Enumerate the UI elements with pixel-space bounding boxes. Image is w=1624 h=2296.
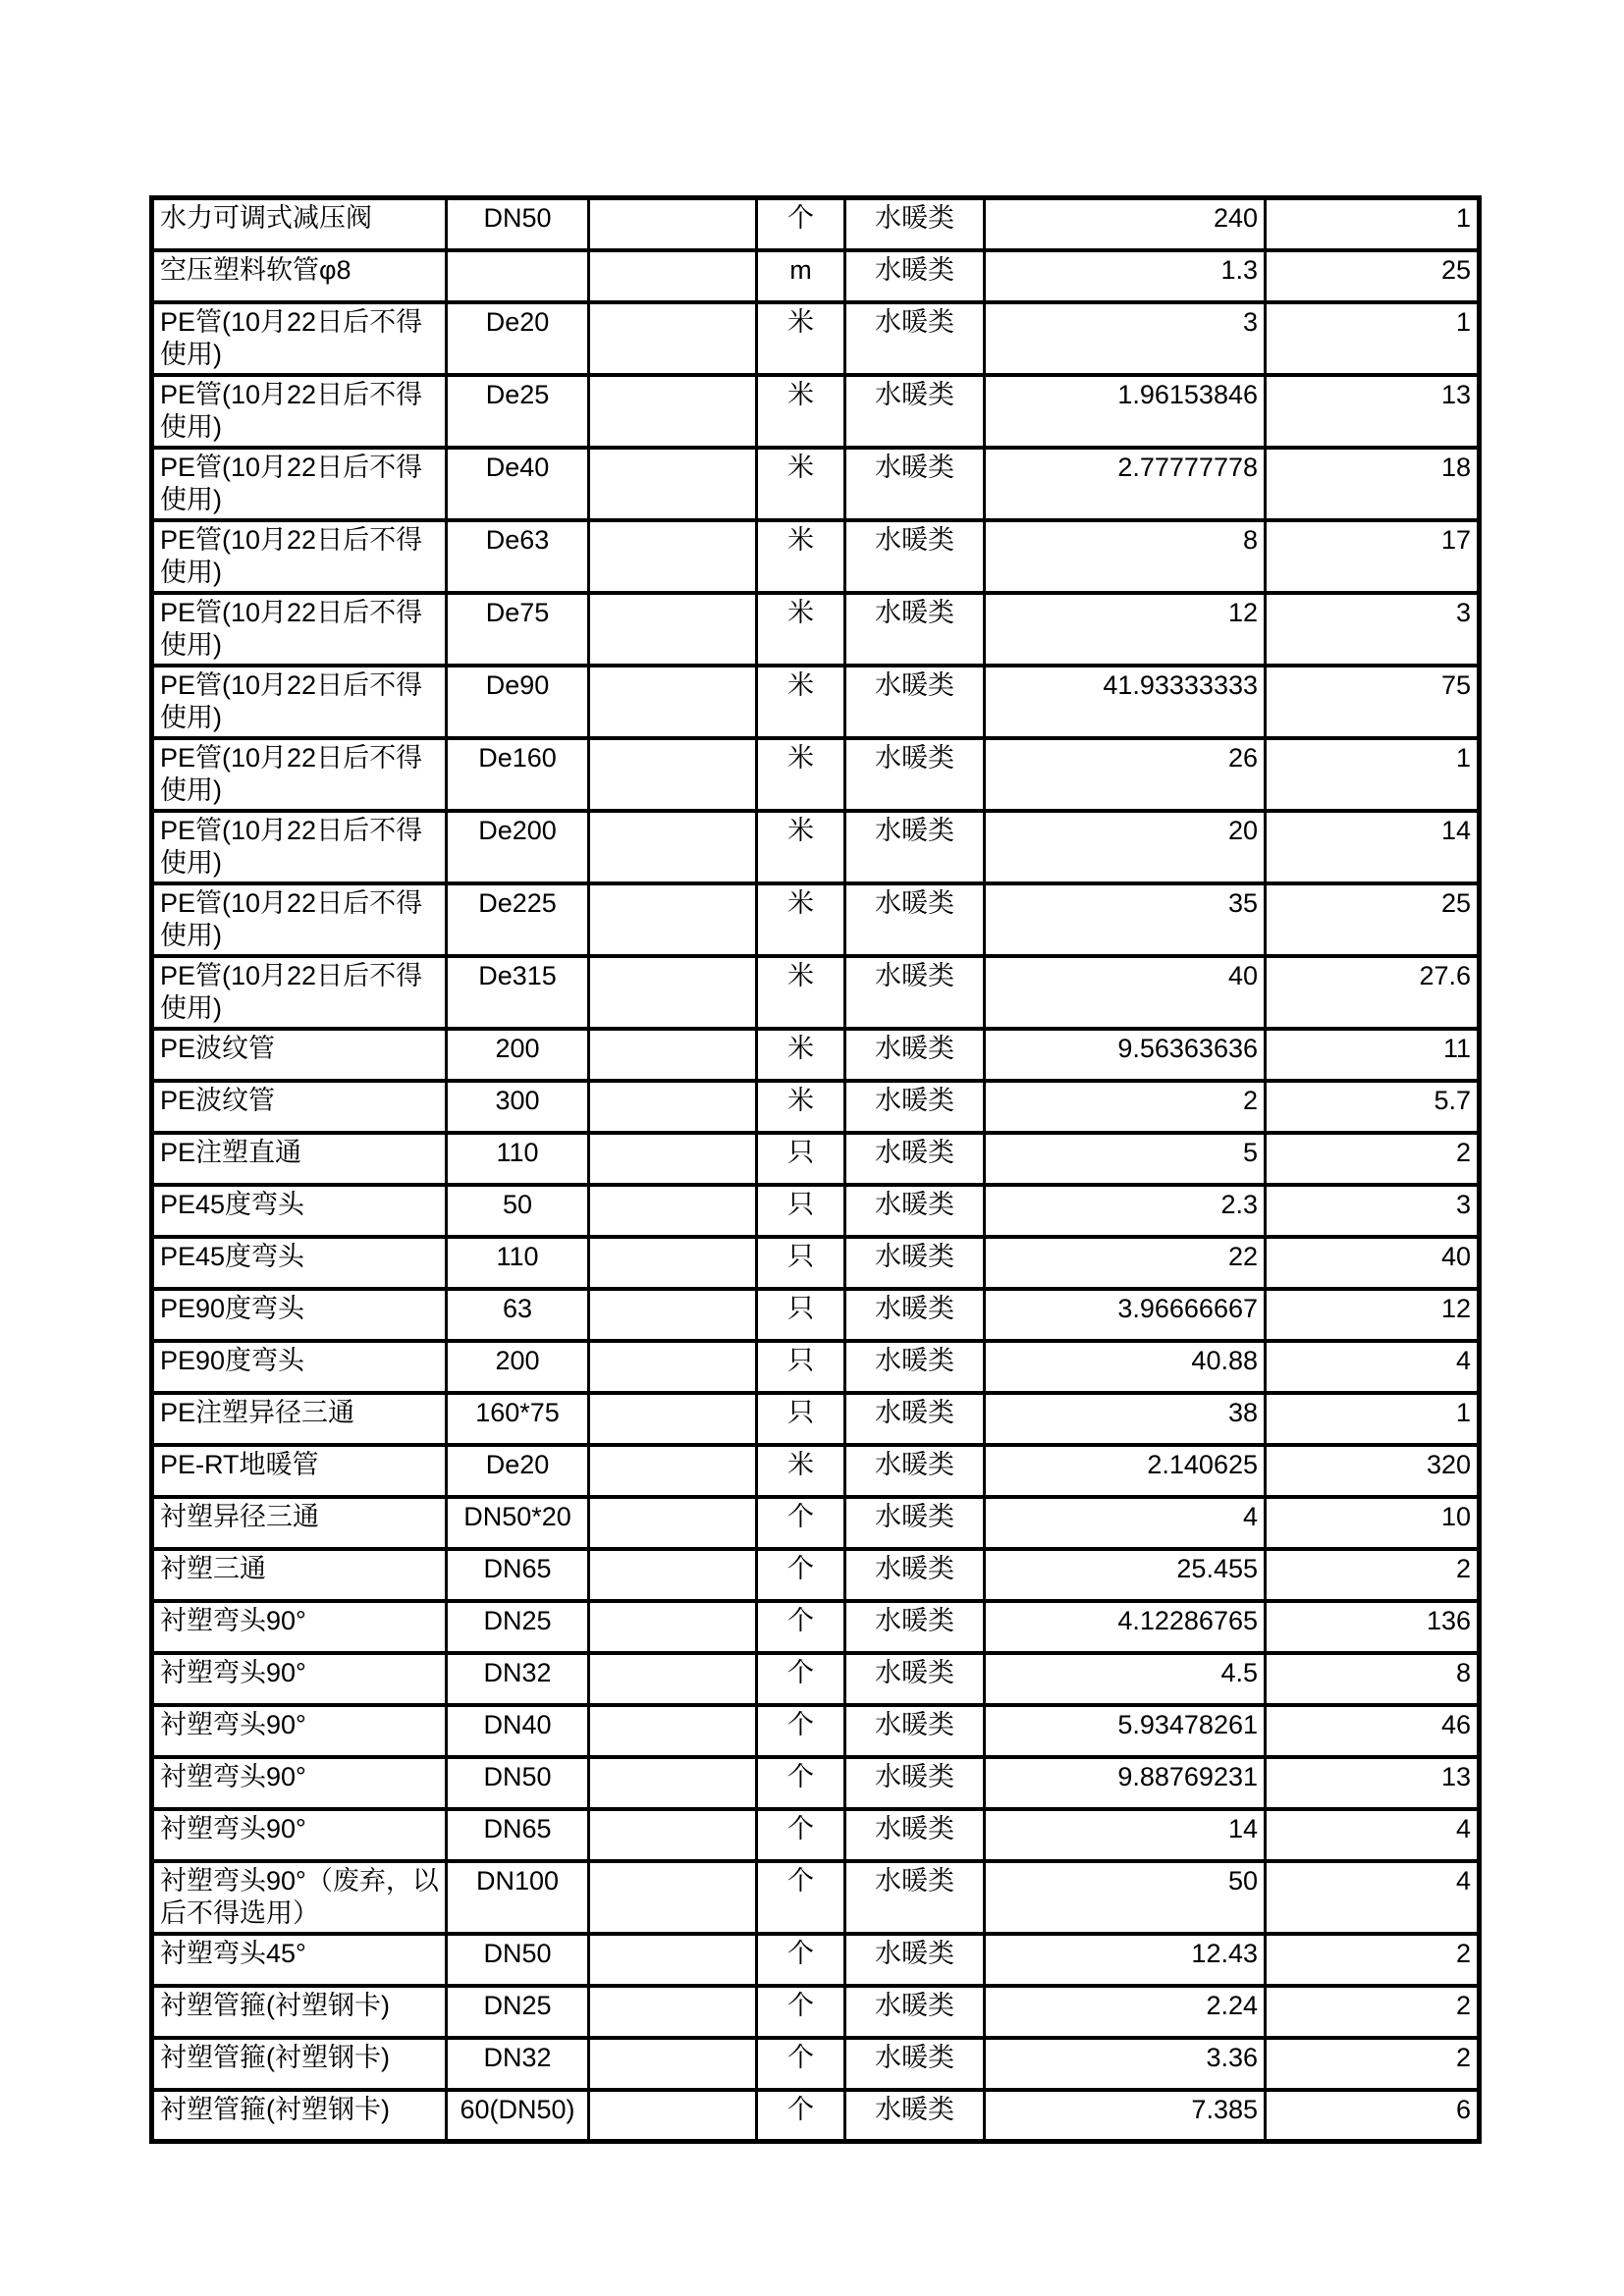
cell-blank: [589, 1081, 757, 1133]
cell-blank: [589, 1653, 757, 1705]
cell-unit-price: 5: [985, 1133, 1266, 1185]
cell-quantity: 5.7: [1266, 1081, 1480, 1133]
cell-category: 水暖类: [845, 1809, 985, 1861]
cell-spec: [447, 250, 589, 302]
cell-spec: DN32: [447, 2038, 589, 2090]
cell-unit-price: 12.43: [985, 1934, 1266, 1986]
cell-spec: De315: [447, 956, 589, 1029]
cell-quantity: 1: [1266, 1393, 1480, 1445]
cell-spec: 63: [447, 1289, 589, 1341]
table-row: [152, 1081, 1480, 1133]
cell-blank: [589, 1237, 757, 1289]
cell-unit-price: 50: [985, 1861, 1266, 1934]
cell-category: 水暖类: [845, 1445, 985, 1497]
cell-unit-price: 1.3: [985, 250, 1266, 302]
cell-unit-price: 25.455: [985, 1549, 1266, 1601]
cell-category: 水暖类: [845, 1237, 985, 1289]
cell-unit-price: 22: [985, 1237, 1266, 1289]
cell-quantity: 4: [1266, 1861, 1480, 1934]
cell-material-name: PE管(10月22日后不得使用): [152, 738, 447, 811]
cell-spec: 300: [447, 1081, 589, 1133]
cell-blank: [589, 1445, 757, 1497]
cell-unit: 米: [757, 1445, 845, 1497]
cell-unit-price: 3: [985, 302, 1266, 375]
cell-material-name: PE-RT地暖管: [152, 1445, 447, 1497]
table-row: [152, 1757, 1480, 1809]
cell-material-name: PE管(10月22日后不得使用): [152, 883, 447, 956]
cell-category: 水暖类: [845, 2090, 985, 2142]
cell-blank: [589, 250, 757, 302]
cell-spec: 50: [447, 1185, 589, 1237]
cell-category: 水暖类: [845, 593, 985, 666]
cell-blank: [589, 666, 757, 738]
cell-unit: 米: [757, 811, 845, 883]
cell-category: 水暖类: [845, 448, 985, 520]
cell-category: 水暖类: [845, 520, 985, 593]
cell-spec: DN50: [447, 198, 589, 250]
table-row: [152, 1029, 1480, 1081]
cell-quantity: 2: [1266, 1934, 1480, 1986]
cell-blank: [589, 2038, 757, 2090]
cell-category: 水暖类: [845, 811, 985, 883]
cell-unit-price: 2: [985, 1081, 1266, 1133]
cell-unit: 米: [757, 883, 845, 956]
cell-spec: DN40: [447, 1705, 589, 1757]
cell-blank: [589, 1986, 757, 2038]
cell-spec: De160: [447, 738, 589, 811]
cell-unit: 米: [757, 738, 845, 811]
cell-spec: De200: [447, 811, 589, 883]
cell-unit: 个: [757, 1934, 845, 1986]
cell-spec: DN32: [447, 1653, 589, 1705]
cell-category: 水暖类: [845, 1133, 985, 1185]
cell-quantity: 6: [1266, 2090, 1480, 2142]
cell-unit-price: 7.385: [985, 2090, 1266, 2142]
cell-unit-price: 2.140625: [985, 1445, 1266, 1497]
cell-quantity: 320: [1266, 1445, 1480, 1497]
cell-blank: [589, 1341, 757, 1393]
cell-unit-price: 9.88769231: [985, 1757, 1266, 1809]
cell-unit-price: 14: [985, 1809, 1266, 1861]
cell-unit-price: 1.96153846: [985, 375, 1266, 448]
cell-material-name: PE管(10月22日后不得使用): [152, 956, 447, 1029]
cell-unit-price: 38: [985, 1393, 1266, 1445]
cell-unit-price: 35: [985, 883, 1266, 956]
cell-unit: 米: [757, 956, 845, 1029]
cell-blank: [589, 1549, 757, 1601]
table-row: [152, 1934, 1480, 1986]
cell-unit-price: 3.96666667: [985, 1289, 1266, 1341]
cell-material-name: PE管(10月22日后不得使用): [152, 520, 447, 593]
cell-unit-price: 4.12286765: [985, 1601, 1266, 1653]
table-row: [152, 448, 1480, 520]
cell-material-name: PE45度弯头: [152, 1185, 447, 1237]
table-row: [152, 1445, 1480, 1497]
table-row: [152, 1393, 1480, 1445]
cell-category: 水暖类: [845, 1757, 985, 1809]
cell-quantity: 18: [1266, 448, 1480, 520]
cell-quantity: 1: [1266, 738, 1480, 811]
cell-quantity: 40: [1266, 1237, 1480, 1289]
cell-quantity: 75: [1266, 666, 1480, 738]
cell-unit-price: 2.3: [985, 1185, 1266, 1237]
cell-unit: 个: [757, 1705, 845, 1757]
cell-material-name: 衬塑管箍(衬塑钢卡): [152, 2038, 447, 2090]
cell-category: 水暖类: [845, 198, 985, 250]
cell-material-name: 衬塑管箍(衬塑钢卡): [152, 2090, 447, 2142]
cell-blank: [589, 2090, 757, 2142]
cell-spec: DN65: [447, 1809, 589, 1861]
cell-material-name: 水力可调式减压阀: [152, 198, 447, 250]
cell-blank: [589, 1289, 757, 1341]
cell-unit-price: 8: [985, 520, 1266, 593]
cell-spec: 110: [447, 1133, 589, 1185]
cell-quantity: 2: [1266, 1986, 1480, 2038]
cell-unit-price: 3.36: [985, 2038, 1266, 2090]
table-row: [152, 738, 1480, 811]
cell-blank: [589, 1497, 757, 1549]
table-row: [152, 1986, 1480, 2038]
table-row: [152, 1237, 1480, 1289]
cell-category: 水暖类: [845, 1393, 985, 1445]
cell-unit: 米: [757, 593, 845, 666]
cell-quantity: 12: [1266, 1289, 1480, 1341]
cell-category: 水暖类: [845, 1341, 985, 1393]
cell-unit-price: 40.88: [985, 1341, 1266, 1393]
cell-blank: [589, 1601, 757, 1653]
cell-unit: 米: [757, 1029, 845, 1081]
cell-unit: 米: [757, 666, 845, 738]
cell-quantity: 25: [1266, 250, 1480, 302]
cell-material-name: PE管(10月22日后不得使用): [152, 302, 447, 375]
cell-unit: 个: [757, 1601, 845, 1653]
cell-material-name: PE45度弯头: [152, 1237, 447, 1289]
cell-material-name: 衬塑弯头90°: [152, 1757, 447, 1809]
cell-spec: De40: [447, 448, 589, 520]
cell-quantity: 3: [1266, 593, 1480, 666]
cell-spec: De90: [447, 666, 589, 738]
cell-spec: De20: [447, 1445, 589, 1497]
cell-quantity: 17: [1266, 520, 1480, 593]
materials-table: [149, 195, 1482, 2144]
cell-unit-price: 5.93478261: [985, 1705, 1266, 1757]
cell-category: 水暖类: [845, 1185, 985, 1237]
cell-spec: DN100: [447, 1861, 589, 1934]
table-row: [152, 956, 1480, 1029]
cell-material-name: PE90度弯头: [152, 1289, 447, 1341]
cell-unit: 个: [757, 1986, 845, 2038]
cell-unit-price: 2.77777778: [985, 448, 1266, 520]
cell-spec: 60(DN50): [447, 2090, 589, 2142]
cell-material-name: PE管(10月22日后不得使用): [152, 375, 447, 448]
cell-unit: 只: [757, 1185, 845, 1237]
cell-unit-price: 20: [985, 811, 1266, 883]
cell-blank: [589, 520, 757, 593]
cell-quantity: 136: [1266, 1601, 1480, 1653]
cell-blank: [589, 883, 757, 956]
cell-quantity: 46: [1266, 1705, 1480, 1757]
cell-blank: [589, 1185, 757, 1237]
cell-material-name: 衬塑异径三通: [152, 1497, 447, 1549]
cell-category: 水暖类: [845, 1653, 985, 1705]
cell-material-name: PE注塑直通: [152, 1133, 447, 1185]
cell-quantity: 4: [1266, 1341, 1480, 1393]
cell-quantity: 2: [1266, 1133, 1480, 1185]
cell-blank: [589, 956, 757, 1029]
cell-unit-price: 12: [985, 593, 1266, 666]
cell-unit: 米: [757, 375, 845, 448]
cell-unit: 只: [757, 1237, 845, 1289]
cell-blank: [589, 1393, 757, 1445]
cell-quantity: 14: [1266, 811, 1480, 883]
cell-material-name: 衬塑管箍(衬塑钢卡): [152, 1986, 447, 2038]
cell-quantity: 2: [1266, 2038, 1480, 2090]
table-row: [152, 593, 1480, 666]
cell-category: 水暖类: [845, 956, 985, 1029]
cell-spec: DN65: [447, 1549, 589, 1601]
cell-unit: 个: [757, 1653, 845, 1705]
cell-spec: 200: [447, 1029, 589, 1081]
table-row: [152, 666, 1480, 738]
cell-category: 水暖类: [845, 1289, 985, 1341]
cell-blank: [589, 1029, 757, 1081]
table-row: [152, 1133, 1480, 1185]
cell-category: 水暖类: [845, 1081, 985, 1133]
cell-material-name: PE管(10月22日后不得使用): [152, 811, 447, 883]
table-row: [152, 811, 1480, 883]
table-row: [152, 1809, 1480, 1861]
table-row: [152, 1289, 1480, 1341]
cell-unit-price: 240: [985, 198, 1266, 250]
cell-blank: [589, 1705, 757, 1757]
table-row: [152, 1601, 1480, 1653]
cell-spec: DN25: [447, 1601, 589, 1653]
cell-unit-price: 40: [985, 956, 1266, 1029]
table-row: [152, 1653, 1480, 1705]
table-row: [152, 883, 1480, 956]
cell-category: 水暖类: [845, 883, 985, 956]
cell-category: 水暖类: [845, 1861, 985, 1934]
table-row: [152, 198, 1480, 250]
cell-quantity: 1: [1266, 302, 1480, 375]
cell-unit: 只: [757, 1393, 845, 1445]
cell-material-name: PE管(10月22日后不得使用): [152, 448, 447, 520]
table-row: [152, 520, 1480, 593]
cell-quantity: 13: [1266, 375, 1480, 448]
cell-category: 水暖类: [845, 375, 985, 448]
cell-category: 水暖类: [845, 1549, 985, 1601]
cell-category: 水暖类: [845, 1601, 985, 1653]
table-row: [152, 1705, 1480, 1757]
cell-category: 水暖类: [845, 302, 985, 375]
cell-blank: [589, 1861, 757, 1934]
cell-material-name: 衬塑弯头90°: [152, 1809, 447, 1861]
cell-category: 水暖类: [845, 1986, 985, 2038]
cell-unit-price: 26: [985, 738, 1266, 811]
cell-spec: De20: [447, 302, 589, 375]
cell-material-name: 衬塑弯头90°: [152, 1653, 447, 1705]
cell-quantity: 13: [1266, 1757, 1480, 1809]
cell-material-name: PE波纹管: [152, 1081, 447, 1133]
table-row: [152, 250, 1480, 302]
cell-unit: 米: [757, 448, 845, 520]
cell-material-name: 衬塑弯头90°: [152, 1601, 447, 1653]
cell-quantity: 25: [1266, 883, 1480, 956]
cell-blank: [589, 375, 757, 448]
cell-spec: De225: [447, 883, 589, 956]
cell-material-name: PE注塑异径三通: [152, 1393, 447, 1445]
cell-category: 水暖类: [845, 1934, 985, 1986]
cell-quantity: 8: [1266, 1653, 1480, 1705]
cell-category: 水暖类: [845, 738, 985, 811]
cell-unit: 个: [757, 2038, 845, 2090]
cell-unit: 个: [757, 2090, 845, 2142]
cell-unit: 米: [757, 520, 845, 593]
cell-material-name: 衬塑弯头90°: [152, 1705, 447, 1757]
cell-material-name: 衬塑弯头45°: [152, 1934, 447, 1986]
cell-blank: [589, 1133, 757, 1185]
cell-quantity: 2: [1266, 1549, 1480, 1601]
cell-blank: [589, 1934, 757, 1986]
cell-unit: 只: [757, 1341, 845, 1393]
cell-spec: DN50: [447, 1757, 589, 1809]
cell-material-name: PE管(10月22日后不得使用): [152, 593, 447, 666]
cell-unit: 个: [757, 1757, 845, 1809]
cell-spec: 160*75: [447, 1393, 589, 1445]
cell-unit: 个: [757, 1549, 845, 1601]
cell-category: 水暖类: [845, 250, 985, 302]
cell-quantity: 27.6: [1266, 956, 1480, 1029]
cell-spec: De75: [447, 593, 589, 666]
cell-unit-price: 9.56363636: [985, 1029, 1266, 1081]
table-row: [152, 1497, 1480, 1549]
table-row: [152, 2090, 1480, 2142]
cell-quantity: 4: [1266, 1809, 1480, 1861]
cell-material-name: PE波纹管: [152, 1029, 447, 1081]
cell-blank: [589, 198, 757, 250]
cell-category: 水暖类: [845, 1705, 985, 1757]
table-row: [152, 1549, 1480, 1601]
cell-unit: 个: [757, 1809, 845, 1861]
cell-blank: [589, 1757, 757, 1809]
cell-material-name: 衬塑弯头90°（废弃，以后不得选用）: [152, 1861, 447, 1934]
cell-category: 水暖类: [845, 1497, 985, 1549]
cell-spec: DN50*20: [447, 1497, 589, 1549]
cell-quantity: 11: [1266, 1029, 1480, 1081]
cell-unit-price: 2.24: [985, 1986, 1266, 2038]
cell-unit: m: [757, 250, 845, 302]
cell-blank: [589, 448, 757, 520]
cell-blank: [589, 593, 757, 666]
cell-unit: 只: [757, 1133, 845, 1185]
cell-unit: 只: [757, 1289, 845, 1341]
cell-unit-price: 4.5: [985, 1653, 1266, 1705]
cell-material-name: 空压塑料软管φ8: [152, 250, 447, 302]
cell-blank: [589, 1809, 757, 1861]
cell-category: 水暖类: [845, 2038, 985, 2090]
cell-quantity: 3: [1266, 1185, 1480, 1237]
cell-quantity: 10: [1266, 1497, 1480, 1549]
cell-unit: 个: [757, 1861, 845, 1934]
cell-blank: [589, 811, 757, 883]
table-row: [152, 1341, 1480, 1393]
table-row: [152, 375, 1480, 448]
cell-unit: 米: [757, 302, 845, 375]
cell-quantity: 1: [1266, 198, 1480, 250]
materials-table-body: [152, 198, 1480, 2142]
cell-blank: [589, 738, 757, 811]
table-row: [152, 2038, 1480, 2090]
cell-spec: De63: [447, 520, 589, 593]
cell-material-name: PE管(10月22日后不得使用): [152, 666, 447, 738]
cell-material-name: PE90度弯头: [152, 1341, 447, 1393]
table-row: [152, 302, 1480, 375]
cell-material-name: 衬塑三通: [152, 1549, 447, 1601]
table-row: [152, 1185, 1480, 1237]
cell-spec: De25: [447, 375, 589, 448]
cell-category: 水暖类: [845, 666, 985, 738]
cell-spec: 110: [447, 1237, 589, 1289]
table-row: [152, 1861, 1480, 1934]
cell-unit: 米: [757, 1081, 845, 1133]
cell-unit: 个: [757, 198, 845, 250]
cell-spec: DN50: [447, 1934, 589, 1986]
cell-category: 水暖类: [845, 1029, 985, 1081]
cell-blank: [589, 302, 757, 375]
cell-spec: 200: [447, 1341, 589, 1393]
cell-unit-price: 41.93333333: [985, 666, 1266, 738]
cell-unit: 个: [757, 1497, 845, 1549]
cell-spec: DN25: [447, 1986, 589, 2038]
cell-unit-price: 4: [985, 1497, 1266, 1549]
